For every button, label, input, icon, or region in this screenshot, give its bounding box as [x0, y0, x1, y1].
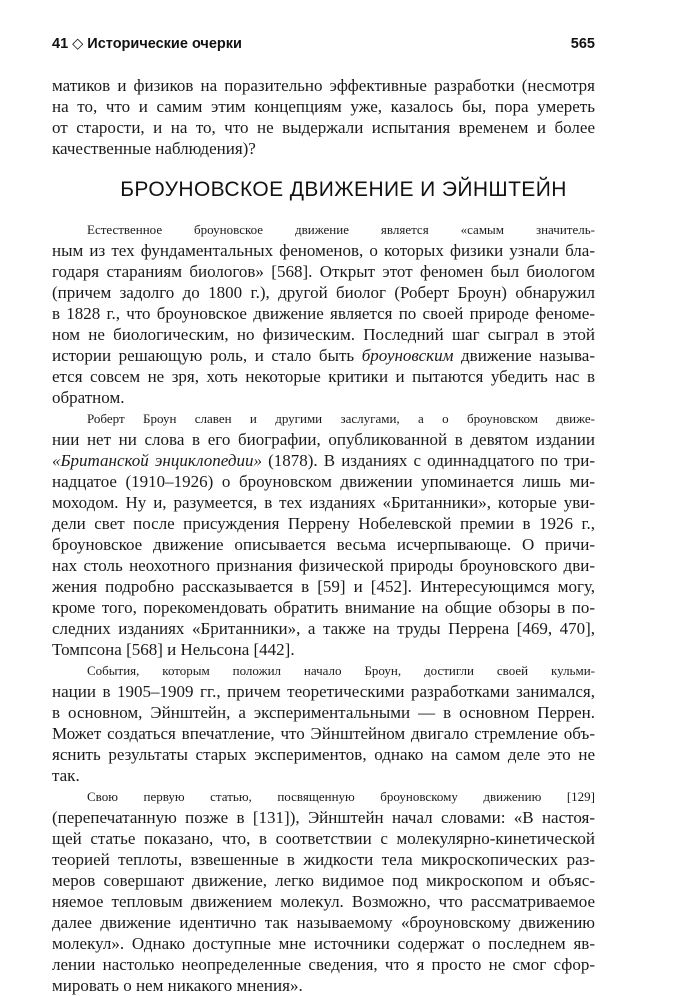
paragraph-2 — [52, 408, 595, 660]
text-line: нии нет ни слова в его биографии, опубликованной в девятом издании — [52, 430, 595, 449]
text-line: Естественное броуновское движение является «самым значитель- — [87, 222, 595, 237]
paragraph-4 — [52, 786, 595, 996]
text-line: молекул». Однако доступные мне источники содержат о последнем яв- — [52, 934, 595, 953]
text-line: (перепечатанную позже в [131]), Эйнштейн начал словами: «В настоя- — [52, 808, 595, 827]
chapter-title: Исторические очерки — [87, 36, 242, 52]
text-line: следних изданиях «Британники», а также на труды Перрена [469, 470], — [52, 619, 595, 638]
section-heading: БРОУНОВСКОЕ ДВИЖЕНИЕ И ЭЙНШТЕЙН — [120, 178, 567, 201]
text-line: нации в 1905–1909 гг., причем теоретическими разработками занимался, — [52, 682, 595, 701]
text-line: ном не биологическим, но физическим. Последний шаг сыграл в этой — [52, 325, 595, 344]
text-line: яснить результаты старых экспериментов, однако на самом деле это не — [52, 745, 595, 764]
text-line: мировать о нем никакого мнения». — [52, 976, 303, 995]
text-segment: (1878). В изданиях с одиннадцатого по три- — [261, 451, 595, 470]
page-number: 565 — [570, 36, 595, 52]
intro-paragraph — [52, 75, 595, 159]
italic-term: броуновским — [361, 346, 454, 365]
text-line: от старости, и на то, что не выдержали испытания временем и более — [52, 118, 595, 137]
text-line: надцатое (1910–1926) о броуновском движении упоминается лишь ми- — [52, 472, 595, 491]
text-line: на то, что и самим этим концепциям уже, казалось бы, пора умереть — [52, 97, 595, 116]
italic-title: «Британской энциклопедии» — [52, 451, 262, 470]
text-line: качественные наблюдения)? — [52, 139, 256, 158]
text-line: далее движение идентично так называемому «броуновскому движению — [52, 913, 595, 932]
text-line: ется совсем не зря, хоть некоторые критики и пытаются убедить нас в — [52, 367, 595, 386]
text-line: щей статье показано, что, в соответствии с молекулярно-кинетической — [52, 829, 595, 848]
running-head — [52, 36, 595, 54]
text-line: моходом. Ну и, разумеется, в тех изданиях «Британники», которые уви- — [52, 493, 595, 512]
body-text — [52, 219, 595, 996]
text-line: обратном. — [52, 388, 125, 407]
text-segment: истории решающую роль, и стало быть — [52, 346, 362, 365]
text-line: годаря стараниям биологов» [568]. Открыт этот феномен был биологом — [52, 262, 595, 281]
text-line: Томпсона [568] и Нельсона [442]. — [52, 640, 295, 659]
text-line: броуновское движение описывается весьма исчерпывающе. О причи- — [52, 535, 595, 554]
text-line — [52, 345, 595, 366]
diamond-icon: ◇ — [72, 36, 84, 52]
text-line: меров совершают движение, легко видимое под микроскопом и объяс- — [52, 871, 595, 890]
text-line: (причем задолго до 1800 г.), другой биолог (Роберт Броун) обнаружил — [52, 283, 595, 302]
text-line: няемое тепловым движением молекул. Возможно, что рассматриваемое — [52, 892, 595, 911]
chapter-number: 41 — [52, 36, 69, 52]
running-head-left — [52, 36, 242, 52]
text-line: в 1828 г., что броуновское движение является по своей природе феноме- — [52, 304, 595, 323]
paragraph-1 — [52, 219, 595, 408]
text-line: в основном, Эйнштейн, а экспериментальными — в основном Перрен. — [52, 703, 595, 722]
paragraph-3 — [52, 660, 595, 786]
text-line: жения подробно рассказывается в [59] и [452]. Интересующимся могу, — [52, 577, 595, 596]
text-line: Свою первую статью, посвященную броуновскому движению [129] — [87, 789, 595, 804]
text-line: нах столь неохотного признания физической природы броуновского дви- — [52, 556, 595, 575]
text-line: Может создаться впечатление, что Эйнштейном двигало стремление объ- — [52, 724, 595, 743]
text-line: матиков и физиков на поразительно эффективные разработки (несмотря — [52, 76, 595, 95]
text-line — [52, 450, 595, 471]
text-line: лении настолько неопределенные сведения, что я просто не смог сфор- — [52, 955, 595, 974]
text-line: дели свет после присуждения Перрену Нобелевской премии в 1926 г., — [52, 514, 595, 533]
text-line: Роберт Броун славен и другими заслугами, а о броуновском движе- — [87, 411, 595, 426]
text-line: теорией теплоты, взвешенные в жидкости тела микроскопических раз- — [52, 850, 595, 869]
text-segment: движение называ- — [453, 346, 595, 365]
text-line: ным из тех фундаментальных феноменов, о которых физики узнали бла- — [52, 241, 595, 260]
text-line: так. — [52, 766, 80, 785]
text-line: События, которым положил начало Броун, достигли своей кульми- — [87, 663, 595, 678]
text-line: кроме того, порекомендовать обратить внимание на общие обзоры в по- — [52, 598, 595, 617]
